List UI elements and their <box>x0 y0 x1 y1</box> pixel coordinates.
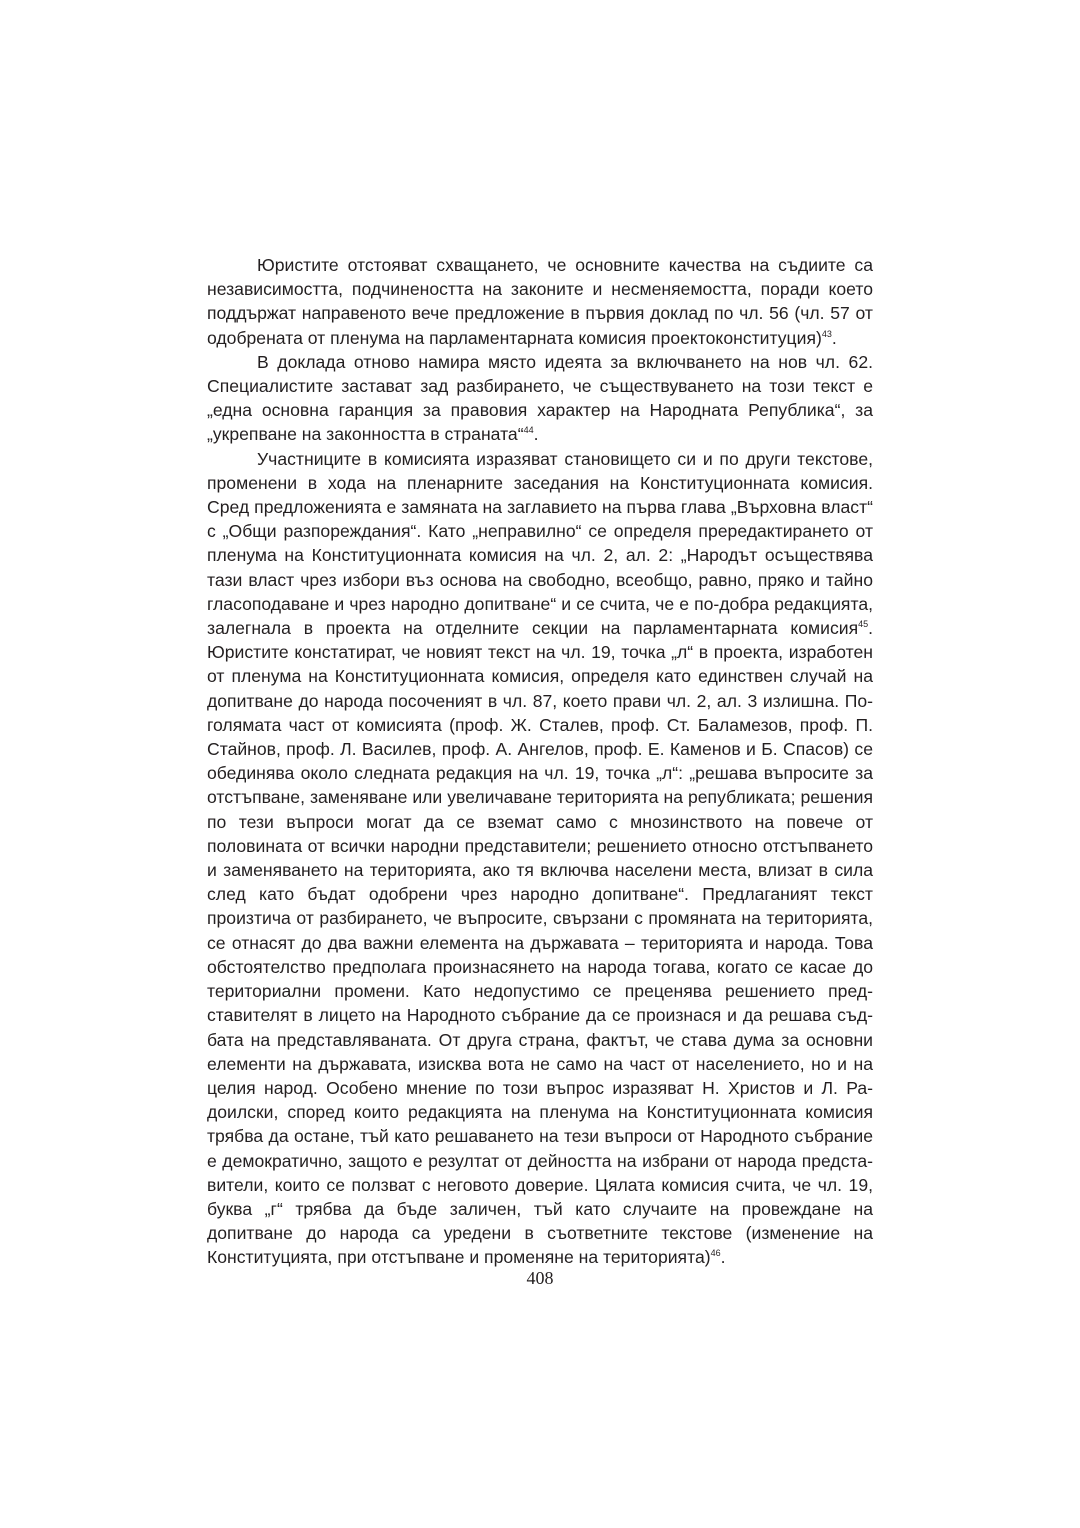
footnote-ref-44: 44 <box>523 425 534 436</box>
paragraph-2-text: В доклада отново намира място идеята за включването на нов чл. 62. Специалистите застават зад разбирането, че съществуването на този текст е „една основна гаранция за правовия характер на Народната Република“, за „укрепване на законността в страната“ <box>207 351 873 445</box>
paragraph-2-end: . <box>533 424 539 445</box>
page-number: 408 <box>526 1268 554 1288</box>
footnote-ref-45: 45 <box>858 619 869 630</box>
paragraph-1-text: Юристите отстояват схващането, че основните качества на съдиите са независимостта, подчинеността на законите и несменяемостта, поради което поддържат направеното вече предложение в първия доклад по чл. 56 (чл. 57 от одобрената от пленума на парламентарната комисия проектоконституция) <box>207 255 873 348</box>
paragraph-3 <box>207 447 873 1270</box>
footnote-ref-43: 43 <box>821 328 832 339</box>
paragraph-1 <box>207 253 873 350</box>
paragraph-2 <box>207 350 873 447</box>
paragraph-3-continuation: . Юристите констатират, че новият текст на чл. 19, точка „л“ в проекта, изработен от пленума на Конституционната комисия, определя като единствен случай на допитване до народа посоченият в чл. 87, което прави чл. 2, ал. 3 излишна. По-голямата част от комисията (проф. Ж. Сталев, проф. Ст. Баламезов, проф. П. Стайнов, проф. Л. Василев, проф. А. Ангелов, проф. Е. Каменов и Б. Спасов) се обединява около следната редакция на чл. 19, точка „л“: „решава въпросите за отстъпване, заменяване или увеличаване територията на републиката; решения по тези въпроси могат да се вземат само с мнозинството на повече от половината от всички народни представители; решението относно отстъпването и заменяването на територията, ако тя включва населени места, влизат в сила след като бъдат одобрени чрез народно допитване“. Предлаганият текст произтича от разбирането, че въпросите, свързани с промяната на територията, се отнасят до два важни елемента на държавата – територията и народа. Това обстоятелство предполага произнасянето на народа тогава, когато се касае до териториални промени. Като недопустимо се преценява решението представителят в лицето на Народното събрание да се произнася и да решава съдбата на представляваната. От друга страна, фактът, че става дума за основни елементи на държавата, изисква вота не само на част от населението, но и на целия народ. Особено мнение по този въпрос изразяват Н. Христов и Л. Радоилски, според които редакцията на пленума на Конституционната комисия трябва да остане, тъй като решаването на тези въпроси от Народното събрание е демократично, защото е резултат от дейността на избрани от народа представители, които се ползват с неговото доверие. Цялата комисия счита, че чл. 19, буква „г“ трябва да бъде заличен, тъй като случаите на провеждане на допитване до народа са уредени в съответните текстове (изменение на Конституцията, при отстъпване и променяне на територията) <box>207 618 873 1268</box>
footnote-ref-46: 46 <box>710 1248 721 1259</box>
body-text <box>207 253 873 1270</box>
paragraph-1-end: . <box>831 327 837 348</box>
paragraph-3-end: . <box>720 1247 726 1268</box>
paragraph-3-text: Участниците в комисията изразяват становището си и по други текстове, променени в хода на пленарните заседания на Конституционната комисия. Сред предложенията е замяната на заглавието на първа глава „Върховна власт“ с „Общи разпореждания“. Като „неправилно“ се определя прередактирането от пленума на Конституционната комисия на чл. 2, ал. 2: „Народът осъществява тази власт чрез избори въз основа на свободно, всеобщо, равно, пряко и тайно гласоподаване и чрез народно допитване“ и се счита, че е по-добра редакцията, залегнала в проекта на отделните секции на парламентарната комисия <box>207 448 873 639</box>
